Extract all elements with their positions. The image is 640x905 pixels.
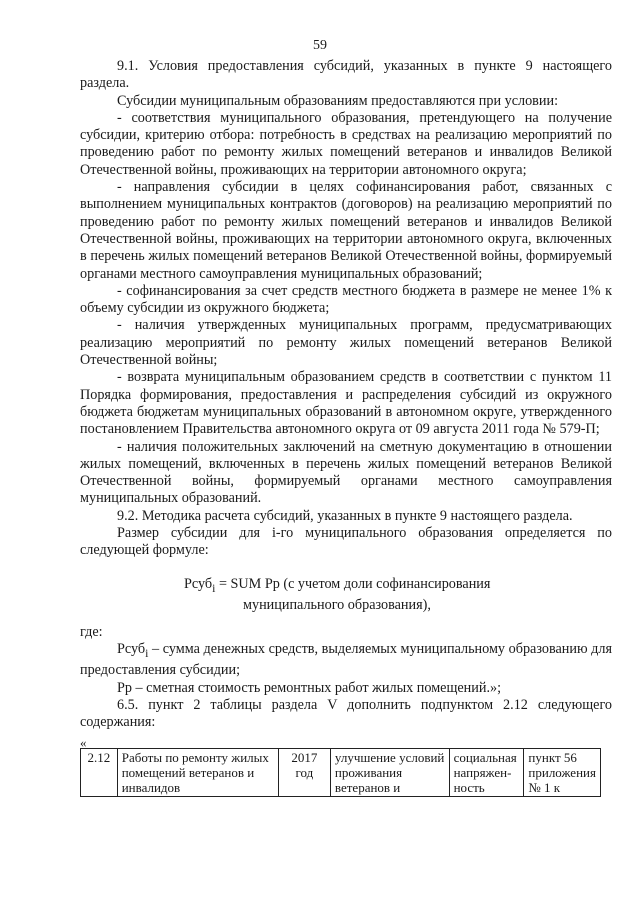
formula-subscript: i: [212, 580, 216, 595]
paragraph-formula-intro: Размер субсидии для i-го муниципального образования определяется по следующей формуле:: [80, 525, 612, 559]
definition-1-text: – сумма денежных средств, выделяемых муниципальному образованию для предоставления субсидии;: [80, 641, 612, 679]
where-label: где:: [80, 624, 103, 641]
table-cell-reference: пункт 56 приложения № 1 к: [524, 748, 601, 796]
definition-2: Рр – сметная стоимость ремонтных работ жилых помещений.»;: [117, 679, 502, 696]
condition-item-6: - наличия положительных заключений на сметную документацию в отношении жилых помещений, включенных в перечень жилых помещений ветеранов Великой Отечественной войны, формируемый органами местного самоуправления муниципальных образований.: [80, 438, 612, 507]
formula-symbol: Рсуб: [184, 575, 213, 592]
condition-item-3: - софинансирования за счет средств местного бюджета в размере не менее 1% к объему субсидии из окружного бюджета;: [80, 282, 612, 317]
definition-1-symbol: Рсуб: [117, 641, 146, 658]
paragraph-9-2: 9.2. Методика расчета субсидий, указанных в пункте 9 настоящего раздела.: [117, 507, 573, 524]
opening-quote: «: [80, 734, 87, 750]
condition-item-1: - соответствия муниципального образования, претендующего на получение субсидии, критерию отбора: потребность в средствах на реализацию мероприятий по проведению работ по ремонту жилых помещений ветеранов и инвалидов Великой Отечественной войны, проживающих на территории автономного округа;: [80, 109, 612, 178]
table-cell-year: 2017 год: [278, 748, 330, 796]
table-cell-goal: улучшение условий проживания ветеранов и: [330, 748, 449, 796]
amendment-paragraph: 6.5. пункт 2 таблицы раздела V дополнить подпунктом 2.12 следующего содержания:: [80, 697, 612, 731]
paragraph-conditions-intro: Субсидии муниципальным образованиям предоставляются при условии:: [117, 92, 559, 109]
condition-item-2: - направления субсидии в целях софинансирования работ, связанных с выполнением муниципальных контрактов (договоров) на реализацию мероприятий по проведению работ по ремонту жилых помещений ветеранов и инвалидов Великой Отечественной войны, проживающих на территории автономного округа, включенных в перечень жилых помещений ветеранов Великой Отечественной войны, формируемый органами местного самоуправления муниципальных образований;: [80, 179, 612, 282]
table-cell-works: Работы по ремонту жилых помещений ветеранов и инвалидов: [117, 748, 278, 796]
condition-item-5: - возврата муниципальным образованием средств в соответствии с пунктом 11 Порядка формирования, предоставления и распределения субсидий из окружного бюджета бюджетам муниципальных образований в автономном округе, утвержденного постановлением Правительства автономного округа от 09 августа 2011 года № 579-П;: [80, 369, 612, 438]
formula-line-2: муниципального образования),: [243, 596, 431, 613]
page-number: 59: [313, 38, 327, 53]
paragraph-9-1: 9.1. Условия предоставления субсидий, указанных в пункте 9 настоящего раздела.: [80, 58, 612, 92]
amendment-table: [80, 748, 601, 797]
formula-expression: = SUM Рр (с учетом доли софинансирования: [215, 575, 491, 592]
document-body: [80, 58, 612, 797]
table-cell-problem: социальная напряженность: [449, 748, 524, 796]
condition-item-4: - наличия утвержденных муниципальных программ, предусматривающих реализацию мероприятий по ремонту жилых помещений ветеранов Великой Отечественной войны;: [80, 317, 612, 369]
table-row: [81, 748, 601, 796]
formula-line-1: [80, 576, 612, 597]
formula: [80, 576, 612, 614]
definition-1-subscript: i: [145, 646, 149, 661]
table-cell-number: 2.12: [81, 748, 118, 796]
definition-1: [80, 641, 612, 679]
